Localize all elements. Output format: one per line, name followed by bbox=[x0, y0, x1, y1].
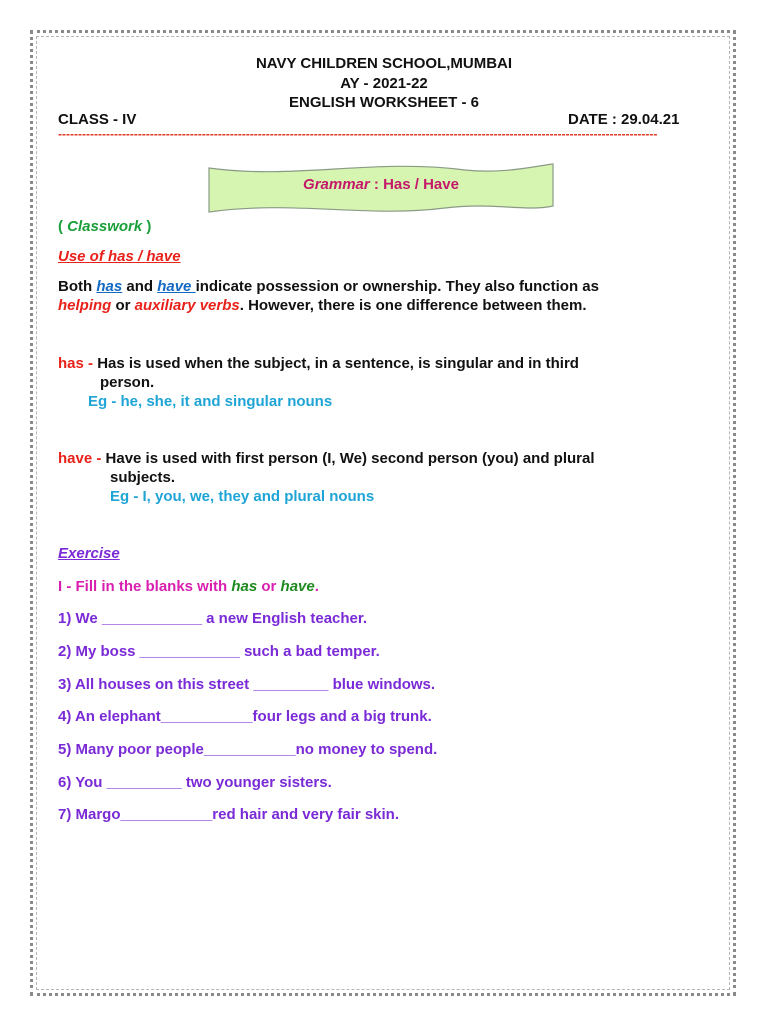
date-label: DATE : 29.04.21 bbox=[568, 111, 680, 128]
class-label: CLASS - IV bbox=[58, 111, 137, 128]
exercise-item-5: 5) Many poor people___________no money to spend. bbox=[58, 741, 438, 758]
banner-topic-label: Grammar bbox=[303, 176, 370, 193]
exercise-item-3: 3) All houses on this street _________ blue windows. bbox=[58, 676, 436, 693]
paren-close: ) bbox=[142, 218, 152, 235]
topic-banner bbox=[205, 162, 557, 216]
section-title: Use of has / have bbox=[58, 248, 181, 265]
have-rule-text: Have is used with first person (I, We) second person (you) and plural bbox=[105, 450, 595, 467]
word-auxiliary-verbs: auxiliary verbs bbox=[134, 297, 240, 314]
has-rule bbox=[58, 354, 718, 411]
have-rule bbox=[58, 449, 718, 506]
banner-topic-rest: : Has / Have bbox=[369, 176, 459, 193]
exercise-item-4: 4) An elephant___________four legs and a big trunk. bbox=[58, 708, 432, 725]
has-rule-text: Has is used when the subject, in a sentence, is singular and in third bbox=[97, 355, 579, 372]
have-rule-text: subjects. bbox=[110, 469, 176, 486]
exercise-title: Exercise bbox=[58, 545, 120, 562]
have-example: Eg - I, you, we, they and plural nouns bbox=[110, 488, 375, 505]
intro-paragraph bbox=[58, 277, 718, 315]
has-rule-text: person. bbox=[100, 374, 155, 391]
exercise-item-7: 7) Margo___________red hair and very fair skin. bbox=[58, 806, 400, 823]
intro-text: and bbox=[122, 278, 158, 295]
exercise-item-1: 1) We ____________ a new English teacher. bbox=[58, 610, 368, 627]
exercise-instruction bbox=[58, 578, 319, 595]
paren-open: ( bbox=[58, 218, 68, 235]
classwork-word: Classwork bbox=[67, 218, 143, 235]
banner-title bbox=[205, 176, 557, 193]
worksheet-title: ENGLISH WORKSHEET - 6 bbox=[288, 94, 479, 111]
has-term: has - bbox=[58, 355, 98, 372]
header-divider: ------------------------------------------------------------------------------------------------------------------------------------------------------ bbox=[58, 130, 658, 138]
instruction-text: I - Fill in the blanks with bbox=[58, 578, 232, 595]
word-helping: helping bbox=[58, 297, 112, 314]
word-have: have bbox=[157, 278, 196, 295]
academic-year: AY - 2021-22 bbox=[340, 75, 428, 92]
instruction-has: has bbox=[231, 578, 258, 595]
intro-text: Both bbox=[58, 278, 97, 295]
classwork-label bbox=[58, 218, 151, 235]
exercise-item-6: 6) You _________ two younger sisters. bbox=[58, 774, 332, 791]
word-has: has bbox=[96, 278, 123, 295]
has-example: Eg - he, she, it and singular nouns bbox=[88, 393, 333, 410]
exercise-item-2: 2) My boss ____________ such a bad temper. bbox=[58, 643, 380, 660]
instruction-text: . bbox=[314, 578, 319, 595]
school-name: NAVY CHILDREN SCHOOL,MUMBAI bbox=[255, 55, 513, 72]
intro-text: indicate possession or ownership. They also function as bbox=[195, 278, 599, 295]
instruction-text: or bbox=[257, 578, 281, 595]
have-term: have - bbox=[58, 450, 106, 467]
intro-text: or bbox=[111, 297, 135, 314]
instruction-have: have bbox=[280, 578, 315, 595]
intro-text: . However, there is one difference between them. bbox=[239, 297, 587, 314]
